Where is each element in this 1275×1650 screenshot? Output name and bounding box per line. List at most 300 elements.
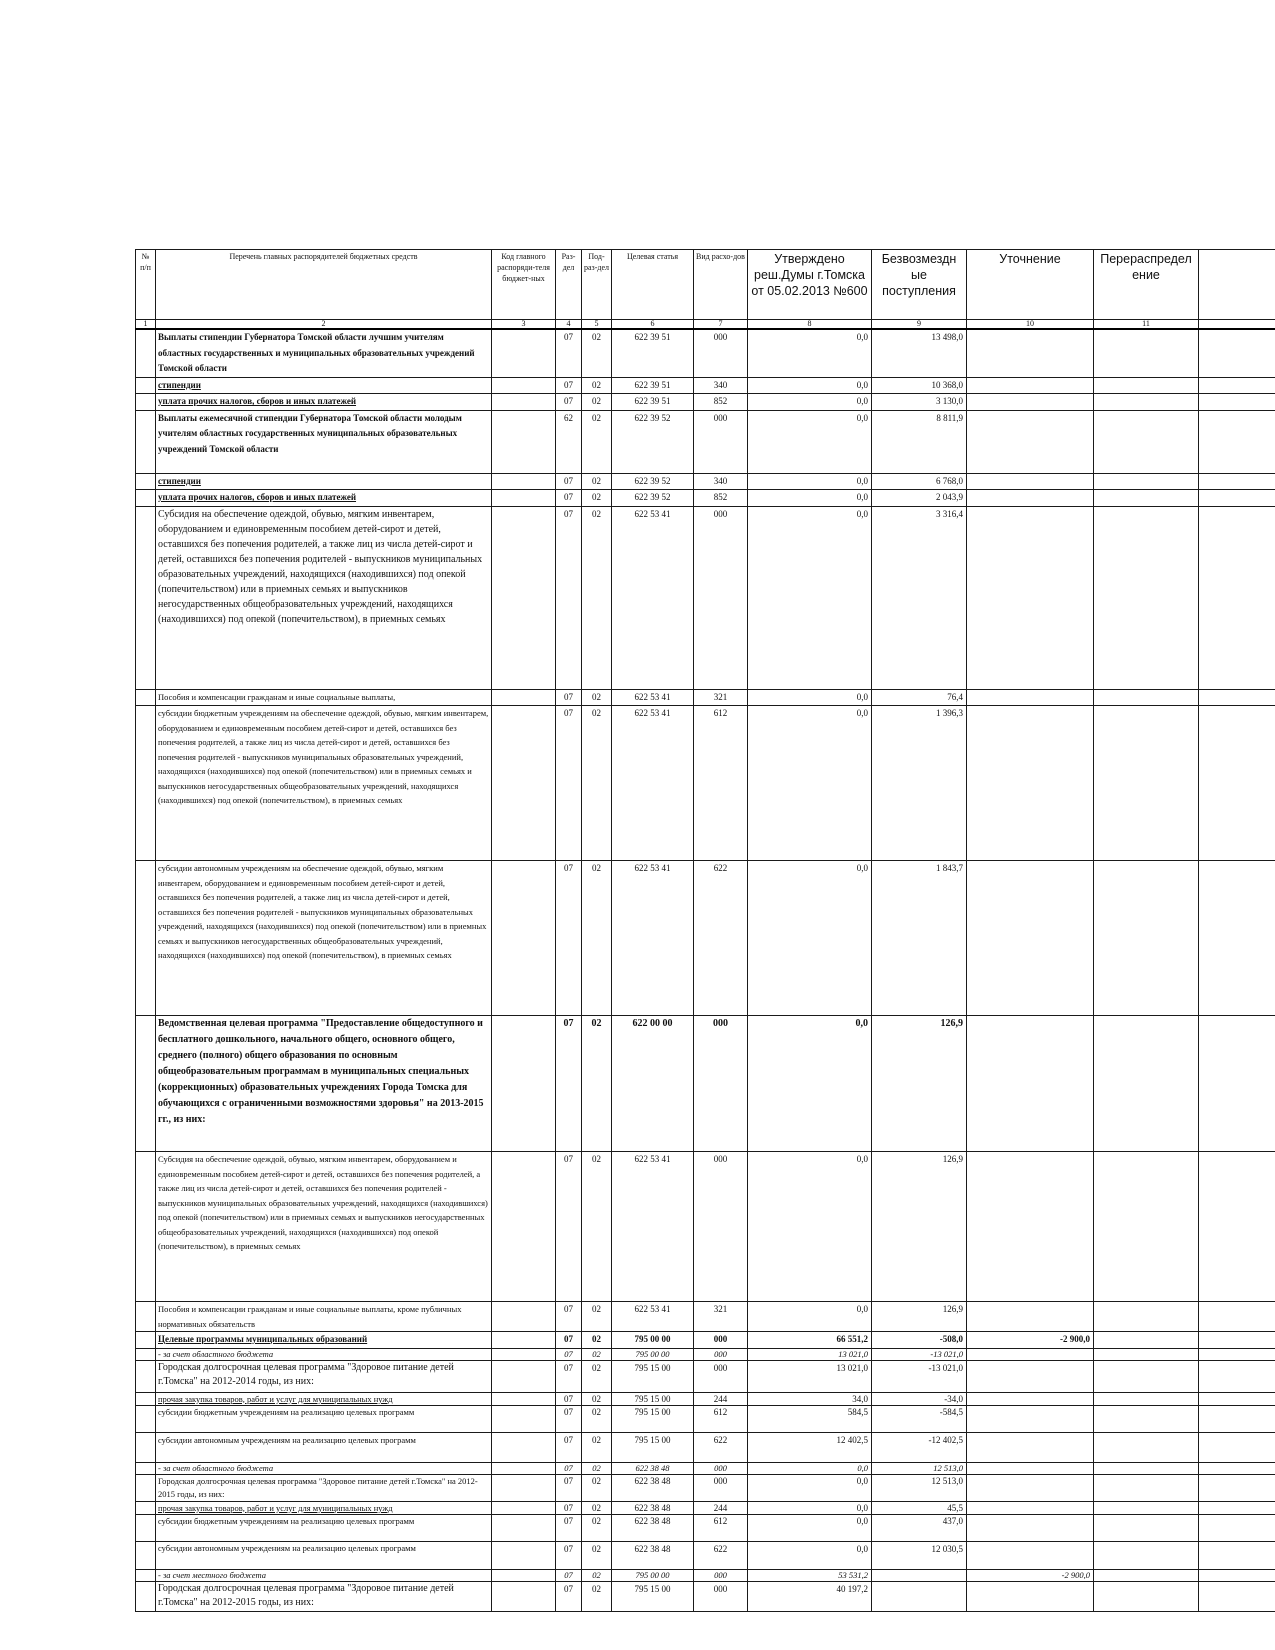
empty-cell [136, 490, 156, 507]
approved-amount-cell: 0,0 [748, 410, 872, 473]
empty-cell [492, 1474, 556, 1501]
table-row [136, 1360, 1275, 1392]
empty-cell [1199, 329, 1275, 377]
free-receipts-cell: 437,0 [872, 1514, 967, 1541]
row-name-cell: Целевые программы муниципальных образований [156, 1332, 492, 1349]
redistribution-cell [1094, 861, 1199, 1016]
redistribution-cell [1094, 1016, 1199, 1152]
approved-amount-cell: 13 021,0 [748, 1348, 872, 1360]
redistribution-cell [1094, 490, 1199, 507]
empty-cell [492, 1152, 556, 1302]
header-row [136, 250, 1275, 320]
razdel-cell: 07 [556, 1332, 582, 1349]
table-row [136, 1016, 1275, 1152]
row-name-cell: Пособия и компенсации гражданам и иные социальные выплаты, [156, 689, 492, 706]
empty-cell [136, 1152, 156, 1302]
empty-cell [136, 1405, 156, 1432]
podrazdel-cell: 02 [582, 1348, 612, 1360]
empty-cell [492, 473, 556, 490]
expense-type-cell: 340 [694, 473, 748, 490]
free-receipts-cell: 3 130,0 [872, 394, 967, 411]
target-article-cell: 622 39 52 [612, 410, 694, 473]
empty-cell [136, 506, 156, 689]
empty-cell [136, 1432, 156, 1462]
empty-cell [1199, 1348, 1275, 1360]
razdel-cell: 07 [556, 1462, 582, 1474]
empty-cell [492, 1016, 556, 1152]
expense-type-cell: 000 [694, 1348, 748, 1360]
approved-amount-cell: 34,0 [748, 1392, 872, 1405]
empty-cell [1199, 861, 1275, 1016]
free-receipts-cell: -584,5 [872, 1405, 967, 1432]
razdel-cell: 62 [556, 410, 582, 473]
podrazdel-cell: 02 [582, 394, 612, 411]
podrazdel-cell: 02 [582, 1360, 612, 1392]
approved-amount-cell: 0,0 [748, 377, 872, 394]
empty-cell [1199, 1016, 1275, 1152]
empty-cell [1199, 1569, 1275, 1581]
razdel-cell: 07 [556, 706, 582, 861]
empty-cell [1199, 1405, 1275, 1432]
header-free: Безвозмездн ые поступления [872, 250, 967, 320]
table-row [136, 1302, 1275, 1332]
razdel-cell: 07 [556, 1514, 582, 1541]
razdel-cell: 07 [556, 1501, 582, 1514]
expense-type-cell: 000 [694, 1016, 748, 1152]
row-name-cell: уплата прочих налогов, сборов и иных платежей [156, 394, 492, 411]
row-name-cell: прочая закупка товаров, работ и услуг для муниципальных нужд [156, 1501, 492, 1514]
header-target: Целевая статья [612, 250, 694, 320]
podrazdel-cell: 02 [582, 1462, 612, 1474]
approved-amount-cell: 0,0 [748, 706, 872, 861]
approved-amount-cell: 0,0 [748, 1501, 872, 1514]
clarification-cell [967, 1501, 1094, 1514]
podrazdel-cell: 02 [582, 1392, 612, 1405]
redistribution-cell [1094, 1432, 1199, 1462]
redistribution-cell [1094, 506, 1199, 689]
table-row [136, 1514, 1275, 1541]
redistribution-cell [1094, 473, 1199, 490]
razdel-cell: 07 [556, 1302, 582, 1332]
col-num: 8 [748, 320, 872, 330]
table-row [136, 394, 1275, 411]
empty-cell [1199, 490, 1275, 507]
table-row [136, 1392, 1275, 1405]
table-row [136, 861, 1275, 1016]
target-article-cell: 795 15 00 [612, 1360, 694, 1392]
expense-type-cell: 612 [694, 1514, 748, 1541]
col-num: 10 [967, 320, 1094, 330]
target-article-cell: 622 39 51 [612, 329, 694, 377]
approved-amount-cell: 0,0 [748, 1462, 872, 1474]
row-name-cell: Ведомственная целевая программа "Предоставление общедоступного и бесплатного дошкольного, начального общего, основного общего, среднего (полного) общего образования по основным общеобразовательным программам в муниципальных специальных (коррекционных) образовательных учреждениях Города Томска для обучающихся с ограниченными возможностями здоровья" на 2013-2015 гг., из них: [156, 1016, 492, 1152]
clarification-cell [967, 1432, 1094, 1462]
table-row [136, 1462, 1275, 1474]
razdel-cell: 07 [556, 1016, 582, 1152]
clarification-cell [967, 473, 1094, 490]
empty-cell [492, 1332, 556, 1349]
row-name-cell: стипендии [156, 377, 492, 394]
target-article-cell: 622 38 48 [612, 1541, 694, 1569]
expense-type-cell: 612 [694, 706, 748, 861]
clarification-cell [967, 1474, 1094, 1501]
expense-type-cell: 321 [694, 689, 748, 706]
podrazdel-cell: 02 [582, 473, 612, 490]
empty-cell [492, 329, 556, 377]
redistribution-cell [1094, 1405, 1199, 1432]
approved-amount-cell: 0,0 [748, 1514, 872, 1541]
header-redistrib: Перераспредел ение [1094, 250, 1199, 320]
empty-cell [1199, 1332, 1275, 1349]
approved-amount-cell: 584,5 [748, 1405, 872, 1432]
approved-amount-cell: 0,0 [748, 1152, 872, 1302]
redistribution-cell [1094, 1152, 1199, 1302]
empty-cell [1199, 506, 1275, 689]
empty-cell [136, 1514, 156, 1541]
empty-cell [136, 861, 156, 1016]
target-article-cell: 622 38 48 [612, 1514, 694, 1541]
approved-amount-cell: 13 021,0 [748, 1360, 872, 1392]
empty-cell [492, 689, 556, 706]
target-article-cell: 795 00 00 [612, 1569, 694, 1581]
clarification-cell [967, 329, 1094, 377]
empty-cell [1199, 1360, 1275, 1392]
redistribution-cell [1094, 410, 1199, 473]
free-receipts-cell: 12 513,0 [872, 1474, 967, 1501]
table-row [136, 1569, 1275, 1581]
redistribution-cell [1094, 1501, 1199, 1514]
empty-cell [136, 1541, 156, 1569]
empty-cell [1199, 1474, 1275, 1501]
empty-cell [136, 1501, 156, 1514]
empty-cell [136, 1474, 156, 1501]
table-row [136, 410, 1275, 473]
header-approved: Утверждено реш.Думы г.Томска от 05.02.2013 №600 [748, 250, 872, 320]
table-row [136, 490, 1275, 507]
expense-type-cell: 000 [694, 329, 748, 377]
empty-cell [492, 1392, 556, 1405]
approved-amount-cell: 0,0 [748, 490, 872, 507]
target-article-cell: 622 39 51 [612, 377, 694, 394]
col-num: 9 [872, 320, 967, 330]
clarification-cell [967, 1541, 1094, 1569]
target-article-cell: 622 00 00 [612, 1016, 694, 1152]
clarification-cell [967, 1405, 1094, 1432]
approved-amount-cell: 0,0 [748, 473, 872, 490]
empty-cell [492, 1501, 556, 1514]
row-name-cell: стипендии [156, 473, 492, 490]
clarification-cell [967, 410, 1094, 473]
clarification-cell [967, 1462, 1094, 1474]
row-name-cell: Субсидия на обеспечение одеждой, обувью, мягким инвентарем, оборудованием и единовременным пособием детей-сирот и детей, оставшихся без попечения родителей, а также лиц из числа детей-сирот и детей, оставшихся без попечения родителей - выпускников муниципальных образовательных учреждений, находящихся (находившихся) под опекой (попечительством) или в приемных семьях и выпускников негосударственных общеобразовательных учреждений, находящихся (находившихся) под опекой (попечительством), в приемных семьях [156, 1152, 492, 1302]
clarification-cell [967, 1152, 1094, 1302]
clarification-cell [967, 506, 1094, 689]
col-num: 2 [156, 320, 492, 330]
header-razdel: Раз-дел [556, 250, 582, 320]
empty-cell [1199, 410, 1275, 473]
target-article-cell: 795 00 00 [612, 1348, 694, 1360]
empty-cell [492, 490, 556, 507]
expense-type-cell: 000 [694, 1462, 748, 1474]
target-article-cell: 622 53 41 [612, 506, 694, 689]
free-receipts-cell: 13 498,0 [872, 329, 967, 377]
clarification-cell [967, 1360, 1094, 1392]
free-receipts-cell: 126,9 [872, 1152, 967, 1302]
razdel-cell: 07 [556, 1152, 582, 1302]
row-name-cell: Пособия и компенсации гражданам и иные социальные выплаты, кроме публичных нормативных обязательств [156, 1302, 492, 1332]
podrazdel-cell: 02 [582, 329, 612, 377]
free-receipts-cell: 1 843,7 [872, 861, 967, 1016]
razdel-cell: 07 [556, 1392, 582, 1405]
empty-cell [492, 1302, 556, 1332]
empty-cell [1199, 1302, 1275, 1332]
free-receipts-cell: 1 396,3 [872, 706, 967, 861]
free-receipts-cell: 45,5 [872, 1501, 967, 1514]
empty-cell [1199, 473, 1275, 490]
podrazdel-cell: 02 [582, 506, 612, 689]
podrazdel-cell: 02 [582, 689, 612, 706]
podrazdel-cell: 02 [582, 490, 612, 507]
empty-cell [136, 1462, 156, 1474]
clarification-cell [967, 1514, 1094, 1541]
redistribution-cell [1094, 1302, 1199, 1332]
podrazdel-cell: 02 [582, 410, 612, 473]
clarification-cell [967, 394, 1094, 411]
redistribution-cell [1094, 329, 1199, 377]
razdel-cell: 07 [556, 1581, 582, 1611]
table-row [136, 506, 1275, 689]
empty-cell [492, 706, 556, 861]
empty-cell [136, 1302, 156, 1332]
row-name-cell: субсидии автономным учреждениям на реализацию целевых программ [156, 1432, 492, 1462]
empty-cell [492, 377, 556, 394]
col-num: 5 [582, 320, 612, 330]
razdel-cell: 07 [556, 1348, 582, 1360]
podrazdel-cell: 02 [582, 1302, 612, 1332]
empty-cell [1199, 689, 1275, 706]
free-receipts-cell: -13 021,0 [872, 1348, 967, 1360]
razdel-cell: 07 [556, 377, 582, 394]
free-receipts-cell: 10 368,0 [872, 377, 967, 394]
expense-type-cell: 000 [694, 506, 748, 689]
empty-cell [492, 1360, 556, 1392]
redistribution-cell [1094, 394, 1199, 411]
clarification-cell [967, 1348, 1094, 1360]
approved-amount-cell: 66 551,2 [748, 1332, 872, 1349]
redistribution-cell [1094, 1348, 1199, 1360]
target-article-cell: 622 38 48 [612, 1462, 694, 1474]
row-name-cell: - за счет областного бюджета [156, 1462, 492, 1474]
free-receipts-cell: 12 030,5 [872, 1541, 967, 1569]
empty-cell [136, 394, 156, 411]
redistribution-cell [1094, 1514, 1199, 1541]
table-row [136, 1501, 1275, 1514]
target-article-cell: 795 15 00 [612, 1581, 694, 1611]
empty-cell [492, 1541, 556, 1569]
target-article-cell: 795 15 00 [612, 1392, 694, 1405]
target-article-cell: 622 53 41 [612, 861, 694, 1016]
table-row [136, 1405, 1275, 1432]
free-receipts-cell: 12 513,0 [872, 1462, 967, 1474]
col-num: 11 [1094, 320, 1199, 330]
empty-cell [1199, 394, 1275, 411]
approved-amount-cell: 0,0 [748, 1541, 872, 1569]
razdel-cell: 07 [556, 506, 582, 689]
razdel-cell: 07 [556, 473, 582, 490]
table-row [136, 689, 1275, 706]
empty-cell [1199, 1501, 1275, 1514]
header-name: Перечень главных распорядителей бюджетных средств [156, 250, 492, 320]
approved-amount-cell: 53 531,2 [748, 1569, 872, 1581]
row-name-cell: Субсидия на обеспечение одеждой, обувью, мягким инвентарем, оборудованием и единовременным пособием детей-сирот и детей, оставшихся без попечения родителей, а также лиц из числа детей-сирот и детей, оставшихся без попечения родителей - выпускников муниципальных образовательных учреждений, находящихся (находившихся) под опекой (попечительством) или в приемных семьях и выпускников негосударственных общеобразовательных учреждений, находящихся (находившихся) под опекой (попечительством), в приемных семьях [156, 506, 492, 689]
target-article-cell: 622 38 48 [612, 1474, 694, 1501]
expense-type-cell: 244 [694, 1392, 748, 1405]
redistribution-cell [1094, 706, 1199, 861]
table-row [136, 1474, 1275, 1501]
row-name-cell: субсидии бюджетным учреждениям на обеспечение одеждой, обувью, мягким инвентарем, оборудованием и единовременным пособием детей-сирот и детей, оставшихся без попечения родителей, а также лиц из числа детей-сирот и детей, оставшихся без попечения родителей - выпускников муниципальных образовательных учреждений, находящихся (находившихся) под опекой (попечительством) или в приемных семьях и выпускников негосударственных общеобразовательных учреждений, находящихся (находившихся) под опекой (попечительством), в приемных семьях [156, 706, 492, 861]
empty-cell [136, 473, 156, 490]
podrazdel-cell: 02 [582, 706, 612, 861]
empty-cell [492, 394, 556, 411]
row-name-cell: прочая закупка товаров, работ и услуг для муниципальных нужд [156, 1392, 492, 1405]
free-receipts-cell: 2 043,9 [872, 490, 967, 507]
row-name-cell: - за счет областного бюджета [156, 1348, 492, 1360]
empty-cell [492, 506, 556, 689]
col-num: 6 [612, 320, 694, 330]
table-row [136, 473, 1275, 490]
column-number-row [136, 320, 1275, 330]
free-receipts-cell: -13 021,0 [872, 1360, 967, 1392]
empty-cell [1199, 1392, 1275, 1405]
empty-cell [136, 1348, 156, 1360]
target-article-cell: 622 53 41 [612, 706, 694, 861]
clarification-cell [967, 861, 1094, 1016]
clarification-cell [967, 1392, 1094, 1405]
row-name-cell: Городская долгосрочная целевая программа "Здоровое питание детей г.Томска" на 2012-2015 годы, из них: [156, 1581, 492, 1611]
empty-cell [136, 1392, 156, 1405]
row-name-cell: субсидии бюджетным учреждениям на реализацию целевых программ [156, 1405, 492, 1432]
approved-amount-cell: 0,0 [748, 689, 872, 706]
approved-amount-cell: 0,0 [748, 1016, 872, 1152]
podrazdel-cell: 02 [582, 1432, 612, 1462]
col-num: 3 [492, 320, 556, 330]
empty-cell [492, 861, 556, 1016]
free-receipts-cell: 76,4 [872, 689, 967, 706]
expense-type-cell: 622 [694, 861, 748, 1016]
clarification-cell [967, 1581, 1094, 1611]
approved-amount-cell: 40 197,2 [748, 1581, 872, 1611]
redistribution-cell [1094, 1392, 1199, 1405]
razdel-cell: 07 [556, 1360, 582, 1392]
target-article-cell: 622 39 51 [612, 394, 694, 411]
expense-type-cell: 244 [694, 1501, 748, 1514]
empty-cell [136, 410, 156, 473]
target-article-cell: 795 00 00 [612, 1332, 694, 1349]
podrazdel-cell: 02 [582, 1152, 612, 1302]
empty-cell [136, 1581, 156, 1611]
razdel-cell: 07 [556, 394, 582, 411]
row-name-cell: уплата прочих налогов, сборов и иных платежей [156, 490, 492, 507]
podrazdel-cell: 02 [582, 1474, 612, 1501]
empty-cell [492, 1569, 556, 1581]
header-num: № п/п [136, 250, 156, 320]
approved-amount-cell: 0,0 [748, 329, 872, 377]
row-name-cell: Городская долгосрочная целевая программа "Здоровое питание детей г.Томска" на 2012-2015 годы, из них: [156, 1474, 492, 1501]
empty-cell [136, 706, 156, 861]
approved-amount-cell: 0,0 [748, 1474, 872, 1501]
expense-type-cell: 622 [694, 1432, 748, 1462]
expense-type-cell: 852 [694, 394, 748, 411]
razdel-cell: 07 [556, 689, 582, 706]
empty-cell [492, 1405, 556, 1432]
table-row [136, 1152, 1275, 1302]
expense-type-cell: 000 [694, 1332, 748, 1349]
empty-cell [1199, 1432, 1275, 1462]
empty-cell [136, 1569, 156, 1581]
redistribution-cell [1094, 689, 1199, 706]
redistribution-cell [1094, 1332, 1199, 1349]
empty-cell [1199, 706, 1275, 861]
target-article-cell: 622 53 41 [612, 1152, 694, 1302]
target-article-cell: 622 53 41 [612, 1302, 694, 1332]
empty-cell [1199, 1152, 1275, 1302]
empty-cell [136, 1016, 156, 1152]
empty-cell [492, 1462, 556, 1474]
approved-amount-cell: 0,0 [748, 394, 872, 411]
clarification-cell [967, 1302, 1094, 1332]
table-row [136, 1581, 1275, 1611]
empty-cell [1199, 377, 1275, 394]
empty-cell [136, 329, 156, 377]
redistribution-cell [1094, 1462, 1199, 1474]
row-name-cell: субсидии автономным учреждениям на реализацию целевых программ [156, 1541, 492, 1569]
empty-cell [492, 1432, 556, 1462]
table-row [136, 1541, 1275, 1569]
empty-cell [492, 1348, 556, 1360]
clarification-cell: -2 900,0 [967, 1332, 1094, 1349]
free-receipts-cell: -508,0 [872, 1332, 967, 1349]
empty-cell [136, 377, 156, 394]
target-article-cell: 622 53 41 [612, 689, 694, 706]
expense-type-cell: 000 [694, 1152, 748, 1302]
expense-type-cell: 852 [694, 490, 748, 507]
empty-cell [492, 1581, 556, 1611]
approved-amount-cell: 0,0 [748, 506, 872, 689]
target-article-cell: 795 15 00 [612, 1432, 694, 1462]
redistribution-cell [1094, 1541, 1199, 1569]
header-code: Код главного распоряди-теля бюджет-ных [492, 250, 556, 320]
redistribution-cell [1094, 377, 1199, 394]
approved-amount-cell: 0,0 [748, 1302, 872, 1332]
podrazdel-cell: 02 [582, 861, 612, 1016]
free-receipts-cell: 8 811,9 [872, 410, 967, 473]
empty-cell [1199, 1581, 1275, 1611]
empty-cell [1199, 1541, 1275, 1569]
expense-type-cell: 340 [694, 377, 748, 394]
empty-cell [136, 689, 156, 706]
free-receipts-cell [872, 1569, 967, 1581]
empty-cell [492, 1514, 556, 1541]
expense-type-cell: 000 [694, 1569, 748, 1581]
expense-type-cell: 321 [694, 1302, 748, 1332]
razdel-cell: 07 [556, 490, 582, 507]
free-receipts-cell: 126,9 [872, 1302, 967, 1332]
row-name-cell: субсидии бюджетным учреждениям на реализацию целевых программ [156, 1514, 492, 1541]
clarification-cell: -2 900,0 [967, 1569, 1094, 1581]
empty-cell [492, 410, 556, 473]
free-receipts-cell: -34,0 [872, 1392, 967, 1405]
expense-type-cell: 622 [694, 1541, 748, 1569]
